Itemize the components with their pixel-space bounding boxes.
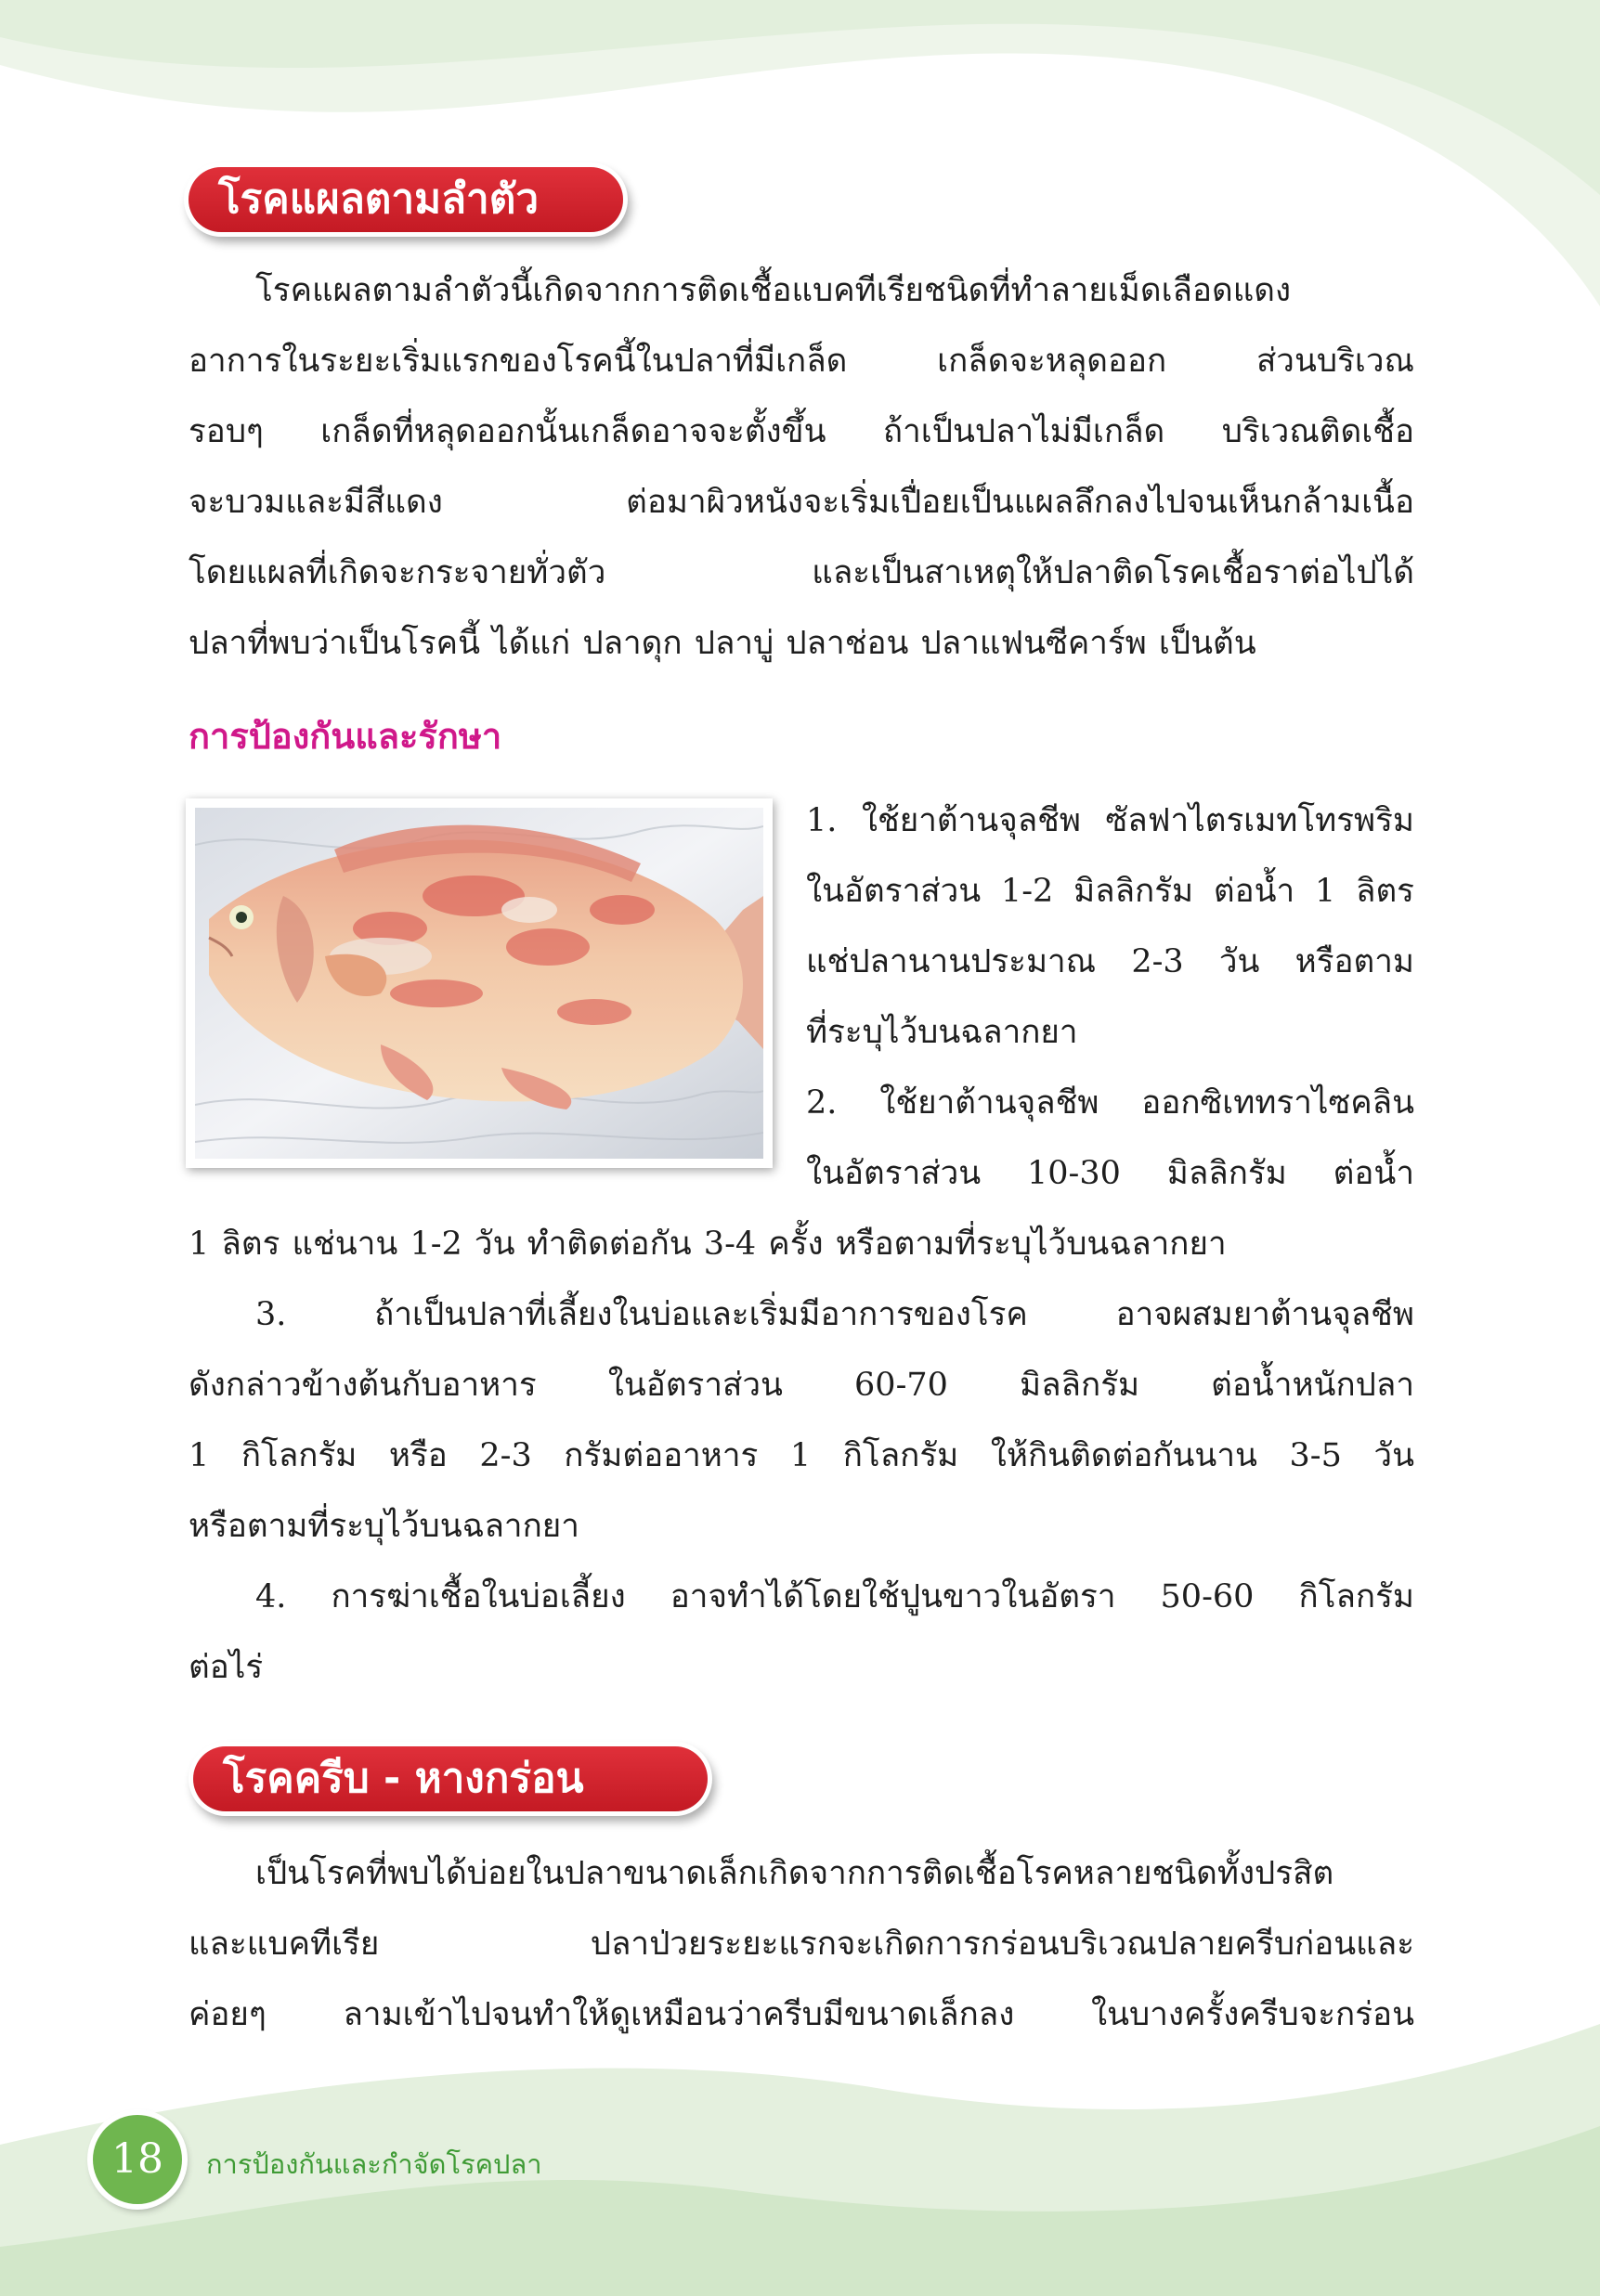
body-sores-paragraph (189, 255, 1414, 679)
paragraph-line: และแบคทีเรีย ปลาป่วยระยะแรกจะเกิดการกร่อนบริเวณปลายครีบก่อนและ (189, 1926, 1414, 1963)
paragraph-line: โรคแผลตามลำตัวนี้เกิดจากการติดเชื้อแบคทีเรียชนิดที่ทำลายเม็ดเลือดแดง (255, 272, 1292, 309)
prevention-treatment-heading: การป้องกันและรักษา (189, 716, 502, 757)
paragraph-line: ค่อยๆ ลามเข้าไปจนทำให้ดูเหมือนว่าครีบมีขนาดเล็กลง ในบางครั้งครีบจะกร่อน (189, 1996, 1414, 2033)
treatment-line: 3. ถ้าเป็นปลาที่เลี้ยงในบ่อและเริ่มมีอาการของโรค อาจผสมยาต้านจุลชีพ (255, 1296, 1414, 1333)
paragraph-line: อาการในระยะเริ่มแรกของโรคนี้ในปลาที่มีเกล็ด เกล็ดจะหลุดออก ส่วนบริเวณ (189, 343, 1414, 380)
paragraph-line: รอบๆ เกล็ดที่หลุดออกนั้นเกล็ดอาจจะตั้งขึ้น ถ้าเป็นปลาไม่มีเกล็ด บริเวณติดเชื้อ (189, 413, 1414, 450)
page-number: 18 (111, 2135, 163, 2183)
treatment-line: 4. การฆ่าเชื้อในบ่อเลี้ยง อาจทำได้โดยใช้ปูนขาวในอัตรา 50-60 กิโลกรัม (255, 1578, 1414, 1615)
treatment-line: 1. ใช้ยาต้านจุลชีพ ซัลฟาไตรเมทโทรพริม (806, 802, 1414, 839)
treatment-line: ต่อไร่ (189, 1649, 264, 1686)
running-footer-title: การป้องกันและกำจัดโรคปลา (206, 2148, 542, 2180)
paragraph-line: เป็นโรคที่พบได้บ่อยในปลาขนาดเล็กเกิดจากการติดเชื้อโรคหลายชนิดทั้งปรสิต (255, 1855, 1334, 1892)
section-heading-body-sores (189, 167, 623, 232)
diseased-fish-photo (186, 798, 773, 1168)
treatment-line: ในอัตราส่วน 10-30 มิลลิกรัม ต่อน้ำ (806, 1155, 1414, 1192)
treatment-line: ในอัตราส่วน 1-2 มิลลิกรัม ต่อน้ำ 1 ลิตร (806, 873, 1414, 910)
paragraph-line: โดยแผลที่เกิดจะกระจายทั่วตัว และเป็นสาเหตุให้ปลาติดโรคเชื้อราต่อไปได้ (189, 554, 1414, 591)
treatment-full-text (189, 1209, 1414, 1703)
fish-illustration (195, 808, 763, 1159)
treatment-side-text (806, 785, 1414, 1209)
fin-rot-paragraph (189, 1838, 1414, 2050)
section-heading-fin-rot (193, 1746, 708, 1811)
treatment-line: แช่ปลานานประมาณ 2-3 วัน หรือตาม (806, 943, 1414, 980)
paragraph-line: ปลาที่พบว่าเป็นโรคนี้ ได้แก่ ปลาดุก ปลาบู่ ปลาช่อน ปลาแฟนซีคาร์พ เป็นต้น (189, 625, 1256, 662)
section-heading-text: โรคครีบ - หางกร่อน (223, 1755, 584, 1802)
treatment-line: หรือตามที่ระบุไว้บนฉลากยา (189, 1508, 579, 1545)
treatment-line: 2. ใช้ยาต้านจุลชีพ ออกซิเททราไซคลิน (806, 1084, 1414, 1122)
treatment-line: 1 กิโลกรัม หรือ 2-3 กรัมต่ออาหาร 1 กิโลกรัม ให้กินติดต่อกันนาน 3-5 วัน (189, 1437, 1414, 1474)
treatment-line: 1 ลิตร แช่นาน 1-2 วัน ทำติดต่อกัน 3-4 ครั้ง หรือตามที่ระบุไว้บนฉลากยา (189, 1226, 1227, 1263)
section-heading-text: โรคแผลตามลำตัว (218, 175, 540, 223)
paragraph-line: จะบวมและมีสีแดง ต่อมาผิวหนังจะเริ่มเปื่อยเป็นแผลลึกลงไปจนเห็นกล้ามเนื้อ (189, 484, 1414, 521)
page-number-badge (93, 2115, 182, 2204)
treatment-line: ที่ระบุไว้บนฉลากยา (806, 1014, 1078, 1051)
treatment-line: ดังกล่าวข้างต้นกับอาหาร ในอัตราส่วน 60-70 มิลลิกรัม ต่อน้ำหนักปลา (189, 1367, 1414, 1404)
